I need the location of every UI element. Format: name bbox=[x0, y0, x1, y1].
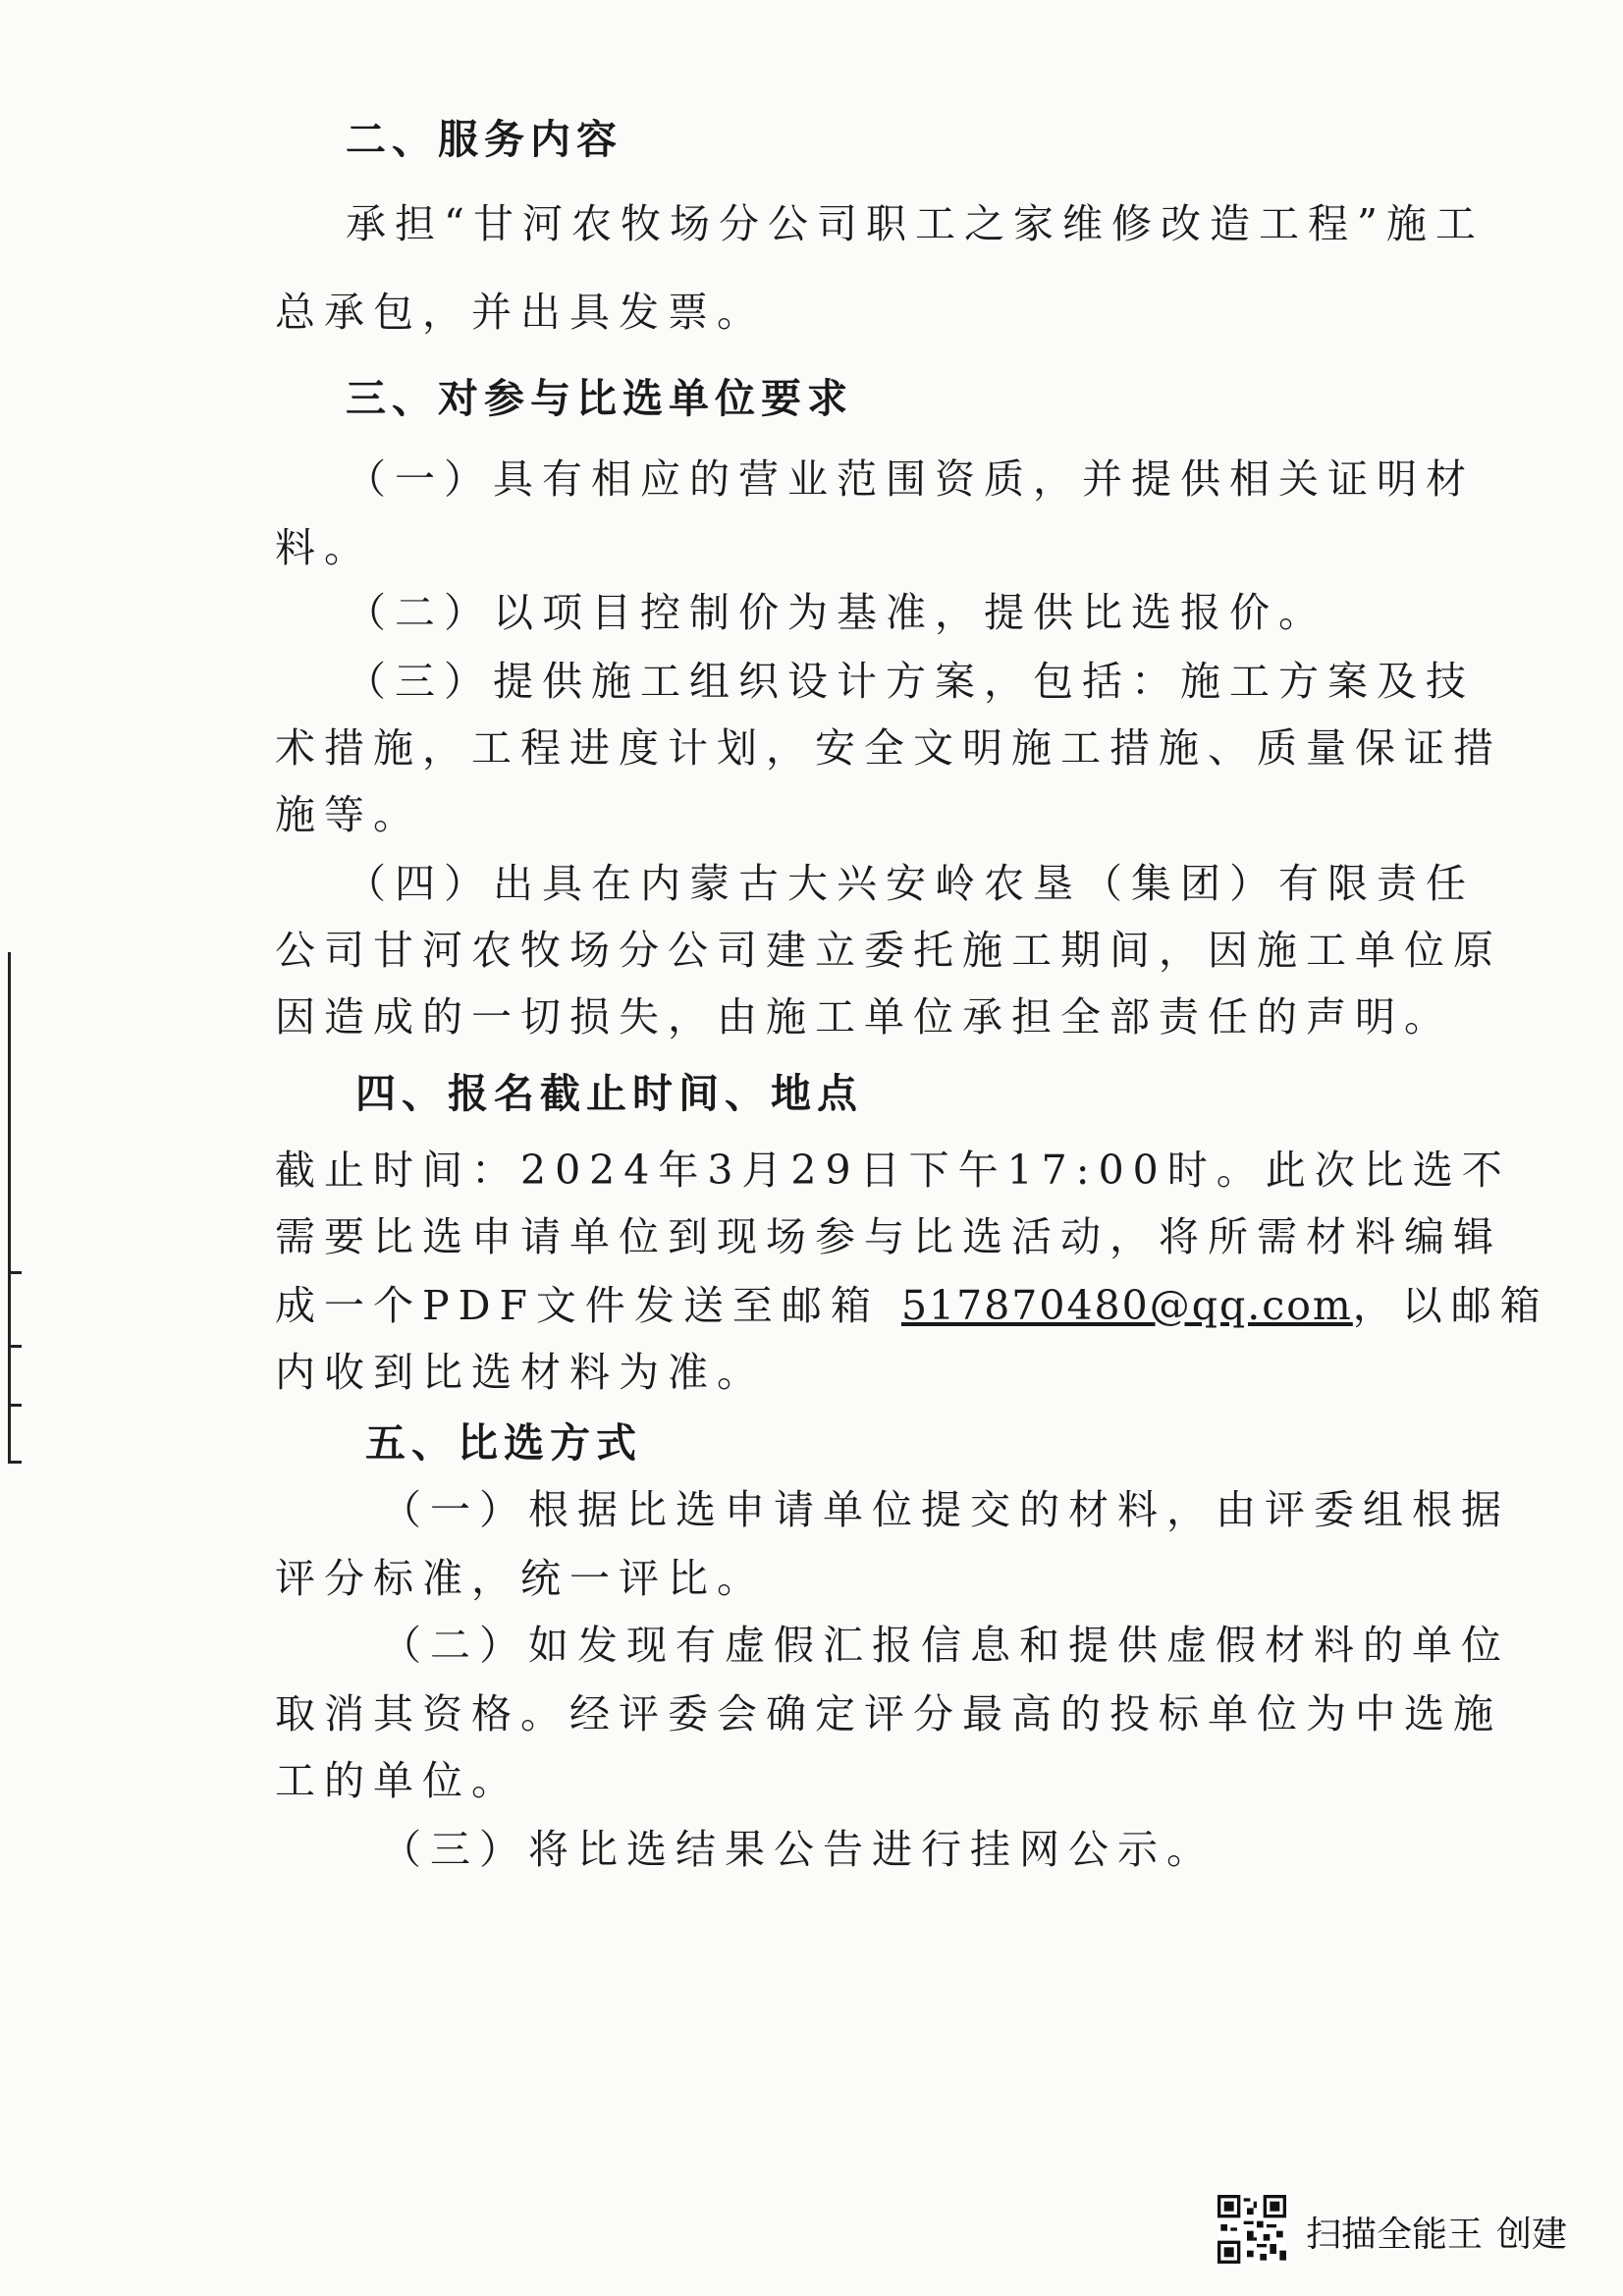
paragraph-line: 总承包，并出具发票。 bbox=[275, 289, 766, 336]
section-heading: 二、服务内容 bbox=[346, 116, 622, 163]
paragraph-text: ，以邮箱 bbox=[1352, 1282, 1549, 1329]
watermark-text bbox=[1306, 2207, 1581, 2257]
section-heading: 五、比选方式 bbox=[365, 1419, 642, 1467]
email-link[interactable]: 517870480@qq.com bbox=[900, 1282, 1353, 1329]
paragraph-line: 公司甘河农牧场分公司建立委托施工期间，因施工单位原 bbox=[275, 927, 1502, 974]
app-name: 扫描全能王 bbox=[1306, 2215, 1484, 2255]
paragraph-line: （一）根据比选申请单位提交的材料，由评委组根据 bbox=[381, 1486, 1510, 1533]
paragraph-line: 因造成的一切损失，由施工单位承担全部责任的声明。 bbox=[275, 993, 1453, 1041]
paragraph-line: （三）提供施工组织设计方案，包括：施工方案及技 bbox=[346, 658, 1475, 705]
scan-edge-tick bbox=[8, 1345, 22, 1348]
paragraph-line bbox=[275, 1276, 1549, 1335]
scan-edge-tick bbox=[8, 1461, 22, 1464]
paragraph-line: 截止时间：2024年3月29日下午17:00时。此次比选不 bbox=[275, 1147, 1511, 1194]
paragraph-line: 施等。 bbox=[275, 791, 422, 838]
paragraph-line: 评分标准，统一评比。 bbox=[275, 1555, 766, 1602]
scan-edge-tick bbox=[8, 1271, 22, 1274]
qr-code-icon bbox=[1217, 2195, 1286, 2264]
section-heading: 四、报名截止时间、地点 bbox=[355, 1070, 863, 1117]
paragraph-line: 内收到比选材料为准。 bbox=[275, 1349, 766, 1396]
scanner-watermark bbox=[1217, 2195, 1591, 2264]
paragraph-line: 工的单位。 bbox=[275, 1757, 520, 1804]
section-heading: 三、对参与比选单位要求 bbox=[346, 375, 853, 422]
paragraph-line: （四）出具在内蒙古大兴安岭农垦（集团）有限责任 bbox=[346, 860, 1475, 907]
paragraph-line: 承担“甘河农牧场分公司职工之家维修改造工程”施工 bbox=[346, 200, 1485, 247]
paragraph-line: 料。 bbox=[275, 524, 373, 571]
paragraph-line: （三）将比选结果公告进行挂网公示。 bbox=[381, 1826, 1216, 1873]
paragraph-line: 需要比选申请单位到现场参与比选活动，将所需材料编辑 bbox=[275, 1213, 1502, 1260]
watermark-action: 创建 bbox=[1496, 2215, 1568, 2255]
paragraph-line: （二）以项目控制价为基准，提供比选报价。 bbox=[346, 589, 1327, 636]
scan-edge-tick bbox=[8, 1404, 22, 1407]
paragraph-text: 成一个PDF文件发送至邮箱 bbox=[275, 1282, 880, 1329]
paragraph-line: （一）具有相应的营业范围资质，并提供相关证明材 bbox=[346, 455, 1475, 503]
scan-edge-line bbox=[8, 952, 11, 1463]
paragraph-line: 取消其资格。经评委会确定评分最高的投标单位为中选施 bbox=[275, 1690, 1502, 1737]
paragraph-line: （二）如发现有虚假汇报信息和提供虚假材料的单位 bbox=[381, 1622, 1510, 1669]
paragraph-line: 术措施，工程进度计划，安全文明施工措施、质量保证措 bbox=[275, 724, 1502, 772]
